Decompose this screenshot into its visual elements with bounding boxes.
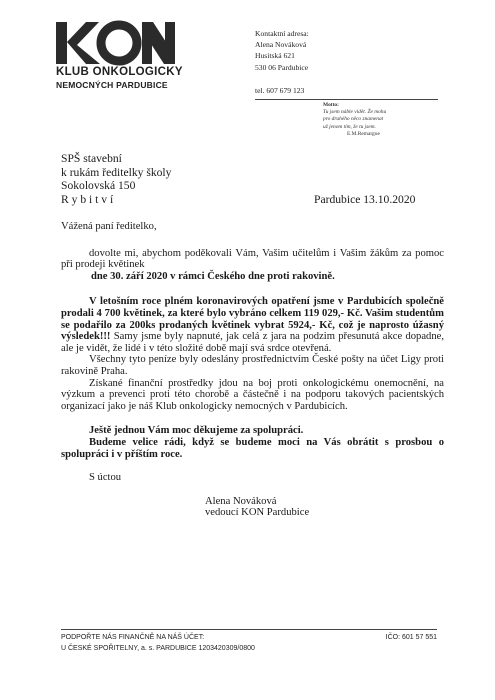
results-paragraph: [61, 296, 444, 354]
results-highlight: V letošním roce plném koronavirových opatření jsme v Pardubicích společně prodali 4 700 květinek, za které bylo vybráno celkem 119 029,- Kč. Vašim studentům se podařilo za 200ks prodaných květinek vybrat 5924,- Kč, což je naprosto úžasný výsledek!!!: [61, 296, 444, 343]
kon-logo-icon: [56, 20, 176, 66]
signature-role: vedoucí KON Pardubice: [205, 507, 310, 519]
header-divider: [255, 99, 438, 100]
footer-divider: [61, 629, 437, 630]
recipient-address: [61, 152, 171, 206]
results-text: Samy jsme byly napnuté, jak celá z jara na podzim přesunutá akce dopadne, ale je vidět, že lidé i v této složité době mají svá srdce otevřená.: [61, 331, 444, 354]
contact-address: [255, 28, 309, 96]
footer-bank: U ČESKÉ SPOŘITELNY, a. s. PARDUBICE 1203420309/0800: [61, 645, 255, 652]
salutation: Vážená paní ředitelko,: [61, 221, 157, 232]
footer-ico: IČO: 601 57 551: [385, 634, 437, 641]
contact-street: Husitská 621: [255, 51, 295, 61]
footer-account-row: [61, 634, 437, 641]
motto-label: Motto:: [323, 102, 339, 108]
contact-heading: Kontaktní adresa:: [255, 29, 309, 38]
cooperation-line: Budeme velice rádi, když se budeme moci na Vás obrátit s prosbou o spolupráci i v příštím roce.: [61, 436, 444, 460]
intro-paragraph: dovolte mi, abychom poděkovali Vám, Vašim učitelům i Vašim žákům za pomoc při prodeji květinek: [61, 247, 444, 271]
transfer-paragraph: Všechny tyto peníze byly odeslány prostřednictvím České pošty na účet Ligy proti rakovině Praha.: [61, 354, 444, 377]
logo-club-name: KLUB ONKOLOGICKY: [56, 66, 183, 78]
motto-author: E.M.Remargue: [347, 130, 380, 137]
recipient-line: R y b i t v í: [61, 192, 114, 206]
contact-city: 530 06 Pardubice: [255, 62, 309, 72]
motto-line: už jenom tím, že tu jsem.: [323, 123, 376, 130]
motto-line: Tu jsem náble vidět. Že mohu: [323, 109, 387, 116]
closing: S úctou: [89, 472, 122, 484]
motto-line: pro druhého něco znamenat: [323, 116, 384, 123]
logo-club-subname: NEMOCNÝCH PARDUBICE: [56, 80, 168, 90]
contact-phone: tel. 607 679 123: [255, 85, 305, 95]
recipient-line: SPŠ stavební: [61, 152, 122, 165]
letter-body: [61, 221, 444, 519]
contact-name: Alena Nováková: [255, 40, 307, 50]
thanks-line: Ještě jednou Vám moc děkujeme za spolupráci.: [89, 425, 304, 437]
funds-paragraph: Získané finanční prostředky jdou na boj proti onkologickému onemocnění, na výzkum a prevenci proti této chorobě a částečně i na podporu takových pacientských organizací jako je náš Klub onkologicky nemocných v Pardubicích.: [61, 377, 444, 412]
event-line: dne 30. září 2020 v rámci Českého dne proti rakovině.: [91, 270, 335, 282]
footer-support: PODPOŘTE NÁS FINANČNĚ NA NÁŠ ÚČET:: [61, 634, 205, 641]
motto: [323, 102, 386, 138]
signature-name: Alena Nováková: [205, 495, 277, 507]
recipient-line: Sokolovská 150: [61, 179, 136, 193]
letter-date: Pardubice 13.10.2020: [314, 193, 416, 206]
recipient-line: k rukám ředitelky školy: [61, 165, 172, 179]
